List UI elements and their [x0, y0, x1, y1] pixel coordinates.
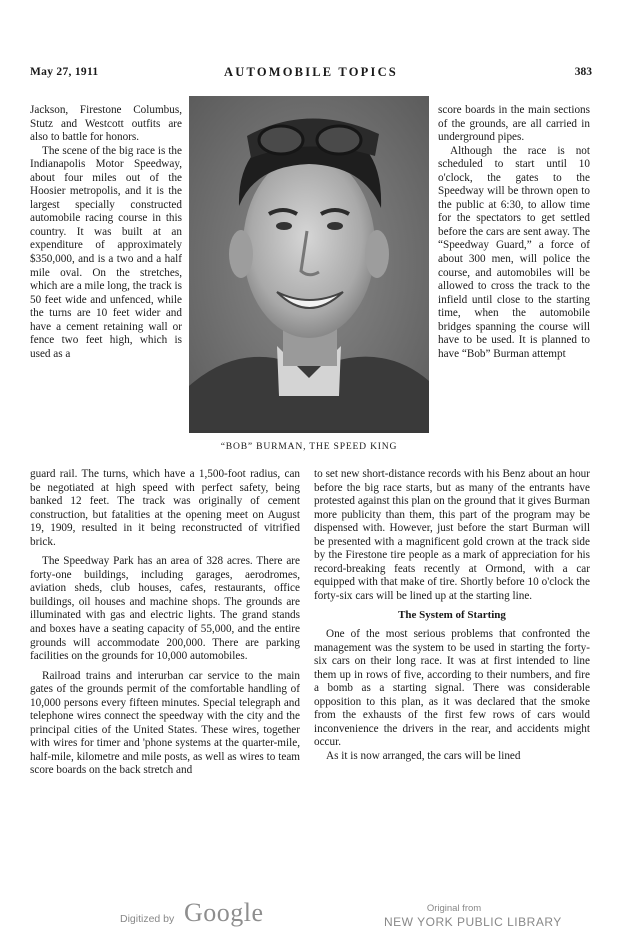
paragraph: guard rail. The turns, which have a 1,500-foot radius, can be negotiated at high speed with perfect safety, being banked 12 feet. The track was originally of cement construction, but fatalities at the opening meet on August 19, 1909, resulted in it being reconstructed of vitrified brick. — [30, 468, 300, 548]
paragraph: The Speedway Park has an area of 328 acres. There are forty-one buildings, including garages, aerodromes, aviation sheds, club houses, cafes, restaurants, office buildings, oil houses and machine shops. The grounds are illuminated with gas and electric lights. The grand stands and boxes have a seating capacity of 55,000, and the entire grounds will accommodate 200,000. There are parking facilities on the grounds for 10,000 automobiles. — [30, 555, 300, 663]
lower-right-column — [314, 468, 590, 763]
paragraph: One of the most serious problems that confronted the management was the system to be used in starting the forty-six cars on their long race. It was at first intended to line them up in rows of five, according to their numbers, and fire a bomb as a starting signal. There was considerable opposition to this plan, as it was declared that the smoke from the exhausts of the first few rows of cars would inconvenience the drivers in the rear, and accidents might occur. — [314, 628, 590, 749]
original-from-label: Original from — [426, 903, 482, 914]
page-number: 383 — [574, 66, 592, 78]
paragraph: to set new short-distance records with his Benz about an hour before the big race starts, but as many of the entrants have protested against this plan on the ground that it gives Burman more publicity than them, this part of the program may be dispensed with. However, just before the start Burman will be presented with a magnificent gold crown at the track side by the Firestone tire people as a mark of appreciation for his record-breaking feats recently at Ormond, with a car equipped with that make of tire. Shortly before 10 o'clock the forty-six cars will be lined up at the starting line. — [314, 468, 590, 602]
paragraph: The scene of the big race is the Indianapolis Motor Speedway, about four miles out of the Hoosier metropolis, and it is the largest specially constructed automobile racing course in this country. It was built at an expenditure of approximately $350,000, and is a two and a half mile oval. On the stretches, which are a mile long, the track is 50 feet wide and unfenced, while the turns are 10 feet wider and have a cement retaining wall or fence two feet high, which is used as a — [30, 144, 182, 360]
issue-date: May 27, 1911 — [30, 66, 99, 78]
paragraph: Although the race is not scheduled to start until 10 o'clock, the gates to the Speedway will be thrown open to the public at 6:30, to allow time for the spectators to get settled before the cars are sent away. The “Speedway Guard,” a force of about 300 men, will police the course, and automobiles will be allowed to cross the track to the infield until close to the starting time, when the automobile bridges spanning the course will have to be used. It is planned to have “Bob” Burman attempt — [438, 144, 590, 360]
google-logo: Google — [184, 898, 264, 927]
paragraph: Jackson, Firestone Columbus, Stutz and Westcott outfits are also to battle for honors. — [30, 104, 182, 144]
library-watermark — [384, 903, 562, 929]
portrait-photo — [189, 96, 429, 433]
photo-caption: “BOB” BURMAN, THE SPEED KING — [220, 441, 398, 452]
page-header — [30, 66, 592, 86]
right-column — [438, 104, 590, 361]
paragraph: score boards in the main sections of the grounds, are all carried in underground pipes. — [438, 104, 590, 144]
section-heading: The System of Starting — [398, 609, 506, 622]
paragraph: As it is now arranged, the cars will be lined — [326, 749, 521, 762]
journal-title: AUTOMOBILE TOPICS — [224, 65, 398, 79]
library-name: NEW YORK PUBLIC LIBRARY — [384, 915, 562, 929]
digitized-by-label: Digitized by — [120, 913, 175, 925]
lower-left-column — [30, 468, 300, 778]
paragraph: Railroad trains and interurban car service to the main gates of the grounds permit of the comfortable handling of 10,000 persons every fifteen minutes. Special telegraph and telephone wires connect the speedway with the city and the principal cities of the United States. These wires, together with wires for timer and 'phone systems at the quarter-mile, half-mile, kilometre and mile posts, as well as wires to team score boards on the back stretch and — [30, 669, 300, 777]
left-column — [30, 104, 182, 361]
portrait-image — [189, 96, 429, 433]
